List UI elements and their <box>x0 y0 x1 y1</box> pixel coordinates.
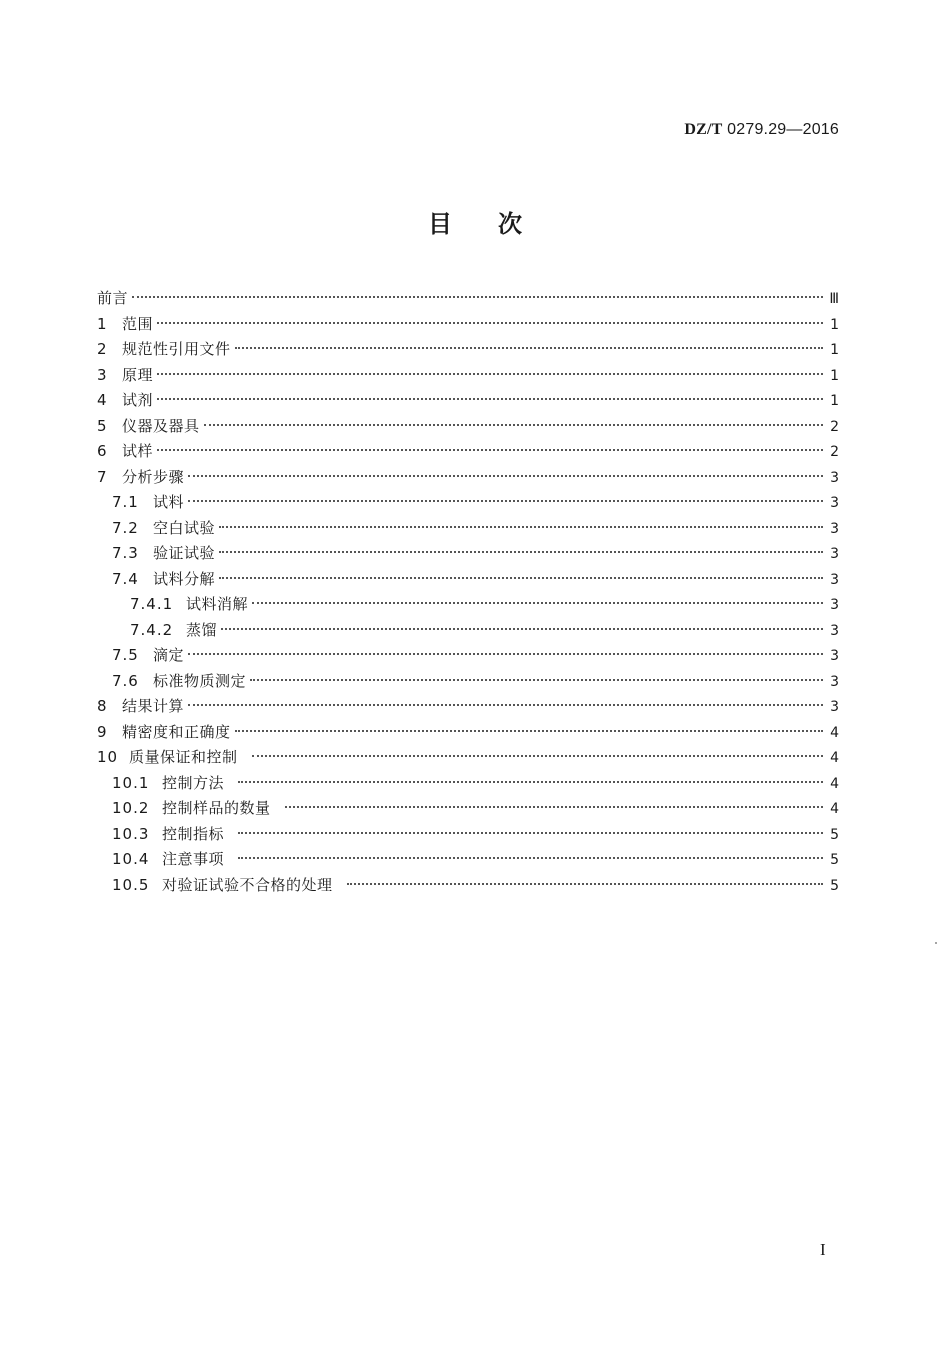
toc-entry-page: 1 <box>830 393 839 409</box>
toc-leader-dots <box>285 806 823 808</box>
toc-entry-text: 试样 <box>122 442 154 460</box>
toc-leader-dots <box>204 424 823 426</box>
toc-leader-dots <box>219 551 823 553</box>
toc-entry-page: 5 <box>830 877 839 894</box>
toc-entry-text: 试料 <box>153 493 185 511</box>
toc-entry-number: 4 <box>97 391 108 409</box>
toc-entry[interactable] <box>97 312 839 338</box>
standard-code-number: 0279.29—2016 <box>727 121 839 138</box>
toc-entry[interactable] <box>97 541 839 567</box>
toc-entry-page: 1 <box>830 316 839 333</box>
toc-entry-page: 4 <box>830 750 839 766</box>
toc-entry-page: 3 <box>830 546 839 562</box>
toc-entry-page: 4 <box>830 775 839 792</box>
toc-entry[interactable] <box>97 592 839 618</box>
toc-entry-text: 原理 <box>122 365 154 384</box>
toc-entry-number: 7.2 <box>112 518 139 537</box>
toc-entry-number: 2 <box>97 340 108 358</box>
toc-entry-text: 对验证试验不合格的处理 <box>162 875 333 894</box>
toc-entry-page: 2 <box>830 418 839 435</box>
toc-leader-dots <box>238 781 823 783</box>
toc-entry-text: 试剂 <box>122 391 154 409</box>
toc-entry-number: 7.4 <box>112 569 139 588</box>
toc-leader-dots <box>235 347 823 349</box>
toc-leader-dots <box>157 322 823 324</box>
toc-entry-number: 7.4.1 <box>130 595 174 613</box>
standard-code-prefix: DZ/T <box>684 121 723 138</box>
toc-entry-text: 规范性引用文件 <box>122 340 231 358</box>
toc-entry[interactable] <box>97 618 839 644</box>
toc-entry[interactable] <box>97 414 839 440</box>
toc-entry[interactable] <box>97 516 839 542</box>
toc-leader-dots <box>219 526 823 528</box>
toc-entry-number: 10 <box>97 748 119 766</box>
toc-entry-page: 3 <box>830 699 839 715</box>
toc-leader-dots <box>238 857 823 859</box>
toc-entry-number: 10.3 <box>112 824 150 843</box>
toc-entry-page: 3 <box>830 495 839 511</box>
toc-leader-dots <box>250 679 823 681</box>
toc-entry-page: 3 <box>830 520 839 537</box>
toc-entry-text: 验证试验 <box>153 544 216 562</box>
toc-leader-dots <box>238 832 823 834</box>
toc-entry-page: 1 <box>830 367 839 384</box>
toc-entry-text: 精密度和正确度 <box>122 722 231 741</box>
toc-entry[interactable] <box>97 771 839 797</box>
toc-entry-number: 7.6 <box>112 671 139 690</box>
toc-entry-number: 10.4 <box>112 850 150 868</box>
toc-leader-dots <box>347 883 823 885</box>
toc-entry-text: 范围 <box>122 314 154 333</box>
toc-leader-dots <box>188 475 823 477</box>
toc-entry-text: 注意事项 <box>162 850 225 868</box>
toc-entry[interactable] <box>97 873 839 899</box>
toc-entry-page: 2 <box>830 444 839 460</box>
toc-entry[interactable] <box>97 643 839 669</box>
toc-entry[interactable] <box>97 439 839 465</box>
toc-leader-dots <box>252 602 823 604</box>
toc-entry-page: 4 <box>830 801 839 817</box>
toc-entry-text: 仪器及器具 <box>122 416 200 435</box>
page-number: I <box>820 1240 826 1259</box>
toc-leader-dots <box>252 755 823 757</box>
toc-entry-text: 结果计算 <box>122 697 185 715</box>
toc-entry-page: 3 <box>830 469 839 486</box>
toc-entry-page: 5 <box>830 826 839 843</box>
toc-entry-page: 1 <box>830 342 839 358</box>
toc-entry-page: Ⅲ <box>829 291 839 307</box>
scan-speck <box>935 942 937 944</box>
toc-entry[interactable] <box>97 388 839 414</box>
toc-entry-text: 空白试验 <box>153 518 216 537</box>
toc-entry-number: 9 <box>97 722 108 741</box>
toc-entry[interactable] <box>97 337 839 363</box>
toc-entry-number: 10.2 <box>112 799 150 817</box>
toc-entry-page: 5 <box>830 852 839 868</box>
toc-leader-dots <box>157 398 823 400</box>
toc-entry-text: 控制方法 <box>162 773 225 792</box>
toc-entry-page: 3 <box>830 673 839 690</box>
toc-entry[interactable] <box>97 796 839 822</box>
toc-entry-text: 分析步骤 <box>122 467 185 486</box>
toc-leader-dots <box>157 373 823 375</box>
toc-entry-text: 前言 <box>97 289 129 307</box>
toc-leader-dots <box>221 628 823 630</box>
toc-entry-number: 1 <box>97 314 108 333</box>
toc-entry-number: 8 <box>97 697 108 715</box>
toc-leader-dots <box>188 653 823 655</box>
toc-entry[interactable] <box>97 822 839 848</box>
toc-leader-dots <box>219 577 823 579</box>
toc-entry-text: 滴定 <box>153 646 185 664</box>
toc-entry-text: 试料分解 <box>153 569 216 588</box>
toc-entry-page: 3 <box>830 622 839 639</box>
toc-entry-text: 控制样品的数量 <box>162 799 271 817</box>
toc-entry-text: 蒸馏 <box>186 620 218 639</box>
toc-entry[interactable] <box>97 847 839 873</box>
toc-entry-number: 7.3 <box>112 544 139 562</box>
toc-leader-dots <box>188 500 823 502</box>
toc-entry-number: 7 <box>97 467 108 486</box>
page-title: 目次 <box>428 210 568 238</box>
toc-entry[interactable] <box>97 363 839 389</box>
toc-entry-page: 4 <box>830 724 839 741</box>
toc-entry[interactable] <box>97 490 839 516</box>
toc-entry-text: 质量保证和控制 <box>129 748 238 766</box>
toc-leader-dots <box>132 296 823 298</box>
standard-code <box>684 121 839 139</box>
toc-entry[interactable] <box>97 720 839 746</box>
toc-entry-number: 10.1 <box>112 773 150 792</box>
toc-entry-text: 试料消解 <box>186 595 249 613</box>
toc-entry-number: 5 <box>97 416 108 435</box>
toc-entry-page: 3 <box>830 571 839 588</box>
toc-entry[interactable] <box>97 745 839 771</box>
toc-leader-dots <box>157 449 823 451</box>
table-of-contents <box>97 286 839 898</box>
toc-entry-text: 标准物质测定 <box>153 671 247 690</box>
toc-entry-number: 3 <box>97 365 108 384</box>
toc-entry-number: 10.5 <box>112 875 150 894</box>
toc-entry-foreword[interactable] <box>97 286 839 312</box>
toc-entry-page: 3 <box>830 648 839 664</box>
toc-leader-dots <box>188 704 823 706</box>
toc-entry-number: 7.4.2 <box>130 620 174 639</box>
toc-entry[interactable] <box>97 694 839 720</box>
toc-entry[interactable] <box>97 567 839 593</box>
toc-entry[interactable] <box>97 465 839 491</box>
toc-entry-number: 6 <box>97 442 108 460</box>
toc-entry-number: 7.1 <box>112 493 139 511</box>
toc-entry-page: 3 <box>830 597 839 613</box>
toc-entry-text: 控制指标 <box>162 824 225 843</box>
toc-entry[interactable] <box>97 669 839 695</box>
toc-leader-dots <box>235 730 823 732</box>
toc-entry-number: 7.5 <box>112 646 139 664</box>
